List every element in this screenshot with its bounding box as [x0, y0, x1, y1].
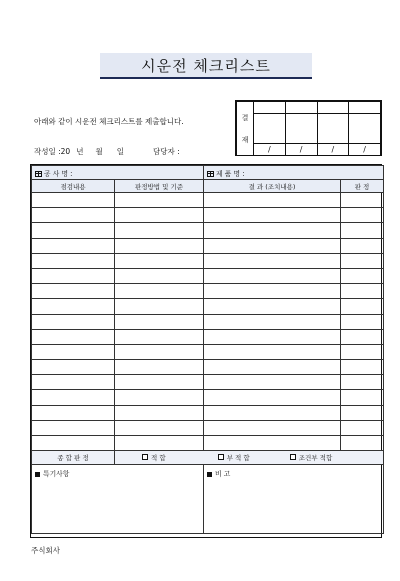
- judgement-cell[interactable]: [341, 420, 384, 435]
- inspection-cell[interactable]: [32, 360, 115, 375]
- method-cell[interactable]: [115, 329, 204, 344]
- grid-icon: [207, 171, 214, 177]
- square-bullet-icon: [207, 472, 212, 477]
- method-cell[interactable]: [115, 375, 204, 390]
- method-cell[interactable]: [115, 390, 204, 405]
- option-conditional[interactable]: 조건부 적합: [290, 453, 332, 462]
- remarks-cell[interactable]: 비 고: [204, 465, 384, 534]
- judgement-cell[interactable]: [341, 299, 384, 314]
- table-row: [32, 299, 384, 314]
- inspection-cell[interactable]: [32, 405, 115, 420]
- method-cell[interactable]: [115, 223, 204, 238]
- judgement-cell[interactable]: [341, 268, 384, 283]
- approval-box: [235, 100, 382, 156]
- inspection-cell[interactable]: [32, 329, 115, 344]
- method-cell[interactable]: [115, 193, 204, 208]
- table-row: [32, 314, 384, 329]
- table-row: [32, 238, 384, 253]
- approval-date-4: /: [349, 144, 381, 156]
- table-row: [32, 344, 384, 359]
- overall-verdict-label: 종 합 판 정: [32, 451, 115, 465]
- result-cell[interactable]: [204, 375, 341, 390]
- result-cell[interactable]: [204, 253, 341, 268]
- judgement-cell[interactable]: [341, 314, 384, 329]
- approval-label: 결 재: [237, 102, 254, 156]
- inspection-cell[interactable]: [32, 390, 115, 405]
- result-cell[interactable]: [204, 405, 341, 420]
- judgement-cell[interactable]: [341, 360, 384, 375]
- judgement-cell[interactable]: [341, 390, 384, 405]
- judgement-cell[interactable]: [341, 284, 384, 299]
- checkbox-icon[interactable]: [290, 454, 296, 460]
- method-cell[interactable]: [115, 314, 204, 329]
- inspection-cell[interactable]: [32, 193, 115, 208]
- method-cell[interactable]: [115, 360, 204, 375]
- method-cell[interactable]: [115, 420, 204, 435]
- judgement-cell[interactable]: [341, 223, 384, 238]
- approval-head-2: [285, 102, 317, 114]
- method-cell[interactable]: [115, 284, 204, 299]
- table-row: [32, 436, 384, 451]
- table-row: [32, 284, 384, 299]
- result-cell[interactable]: [204, 360, 341, 375]
- inspection-cell[interactable]: [32, 268, 115, 283]
- table-row: [32, 405, 384, 420]
- company-name: 주식회사: [31, 546, 60, 555]
- inspection-cell[interactable]: [32, 375, 115, 390]
- date-label: 작성일 :20: [34, 147, 71, 156]
- result-cell[interactable]: [204, 329, 341, 344]
- method-cell[interactable]: [115, 405, 204, 420]
- table-row: [32, 360, 384, 375]
- approval-date-1: /: [254, 144, 286, 156]
- result-cell[interactable]: [204, 268, 341, 283]
- column-header-method: 판정방법 및 기준: [115, 180, 204, 193]
- method-cell[interactable]: [115, 238, 204, 253]
- square-bullet-icon: [35, 472, 40, 477]
- inspection-cell[interactable]: [32, 299, 115, 314]
- document-title: 시운전 체크리스트: [100, 53, 312, 79]
- approval-head-1: [254, 102, 286, 114]
- column-header-judgement: 판 정: [341, 180, 384, 193]
- approval-sign-1[interactable]: [254, 114, 286, 144]
- table-row: [32, 223, 384, 238]
- method-cell[interactable]: [115, 253, 204, 268]
- inspection-cell[interactable]: [32, 284, 115, 299]
- result-cell[interactable]: [204, 193, 341, 208]
- approval-head-3: [317, 102, 349, 114]
- result-cell[interactable]: [204, 299, 341, 314]
- approval-sign-2[interactable]: [285, 114, 317, 144]
- table-row: [32, 329, 384, 344]
- checkbox-icon[interactable]: [142, 454, 148, 460]
- intro-text: 아래와 같이 시운전 체크리스트를 제출합니다.: [34, 117, 184, 126]
- option-unsuitable[interactable]: 부 적 합: [218, 453, 250, 462]
- result-cell[interactable]: [204, 208, 341, 223]
- inspection-cell[interactable]: [32, 208, 115, 223]
- table-row: [32, 375, 384, 390]
- result-cell[interactable]: [204, 344, 341, 359]
- date-year-suffix: 년: [76, 147, 84, 156]
- judgement-cell[interactable]: [341, 344, 384, 359]
- inspection-cell[interactable]: [32, 344, 115, 359]
- inspection-cell[interactable]: [32, 238, 115, 253]
- date-day: 일: [116, 147, 124, 156]
- inspection-cell[interactable]: [32, 314, 115, 329]
- special-notes-cell[interactable]: 특기사항: [32, 465, 204, 534]
- approval-date-2: /: [285, 144, 317, 156]
- result-cell[interactable]: [204, 314, 341, 329]
- judgement-cell[interactable]: [341, 405, 384, 420]
- option-suitable[interactable]: 적 합: [142, 453, 166, 462]
- checklist-sheet: [30, 164, 382, 538]
- table-row: [32, 253, 384, 268]
- manager-label: 담당자 :: [153, 147, 180, 156]
- table-row: [32, 390, 384, 405]
- date-month: 월: [95, 147, 103, 156]
- grid-icon: [35, 171, 42, 177]
- method-cell[interactable]: [115, 344, 204, 359]
- judgement-cell[interactable]: [341, 253, 384, 268]
- method-cell[interactable]: [115, 268, 204, 283]
- result-cell[interactable]: [204, 390, 341, 405]
- approval-head-4: [349, 102, 381, 114]
- judgement-cell[interactable]: [341, 329, 384, 344]
- result-cell[interactable]: [204, 284, 341, 299]
- judgement-cell[interactable]: [341, 375, 384, 390]
- table-row: [32, 268, 384, 283]
- inspection-cell[interactable]: [32, 253, 115, 268]
- result-cell[interactable]: [204, 436, 341, 451]
- judgement-cell[interactable]: [341, 436, 384, 451]
- verdict-options: [115, 451, 384, 465]
- approval-date-3: /: [317, 144, 349, 156]
- method-cell[interactable]: [115, 208, 204, 223]
- checkbox-icon[interactable]: [218, 454, 224, 460]
- table-row: [32, 420, 384, 435]
- method-cell[interactable]: [115, 436, 204, 451]
- judgement-cell[interactable]: [341, 208, 384, 223]
- method-cell[interactable]: [115, 299, 204, 314]
- inspection-cell[interactable]: [32, 420, 115, 435]
- judgement-cell[interactable]: [341, 193, 384, 208]
- table-row: [32, 193, 384, 208]
- result-cell[interactable]: [204, 420, 341, 435]
- column-header-inspection: 점검내용: [32, 180, 115, 193]
- approval-sign-3[interactable]: [317, 114, 349, 144]
- construction-name-cell[interactable]: 공 사 명 :: [32, 166, 204, 180]
- result-cell[interactable]: [204, 238, 341, 253]
- inspection-cell[interactable]: [32, 223, 115, 238]
- approval-sign-4[interactable]: [349, 114, 381, 144]
- judgement-cell[interactable]: [341, 238, 384, 253]
- inspection-cell[interactable]: [32, 436, 115, 451]
- column-header-result: 결 과 (조치내용): [204, 180, 341, 193]
- table-row: [32, 208, 384, 223]
- product-name-cell[interactable]: 제 품 명 :: [204, 166, 384, 180]
- result-cell[interactable]: [204, 223, 341, 238]
